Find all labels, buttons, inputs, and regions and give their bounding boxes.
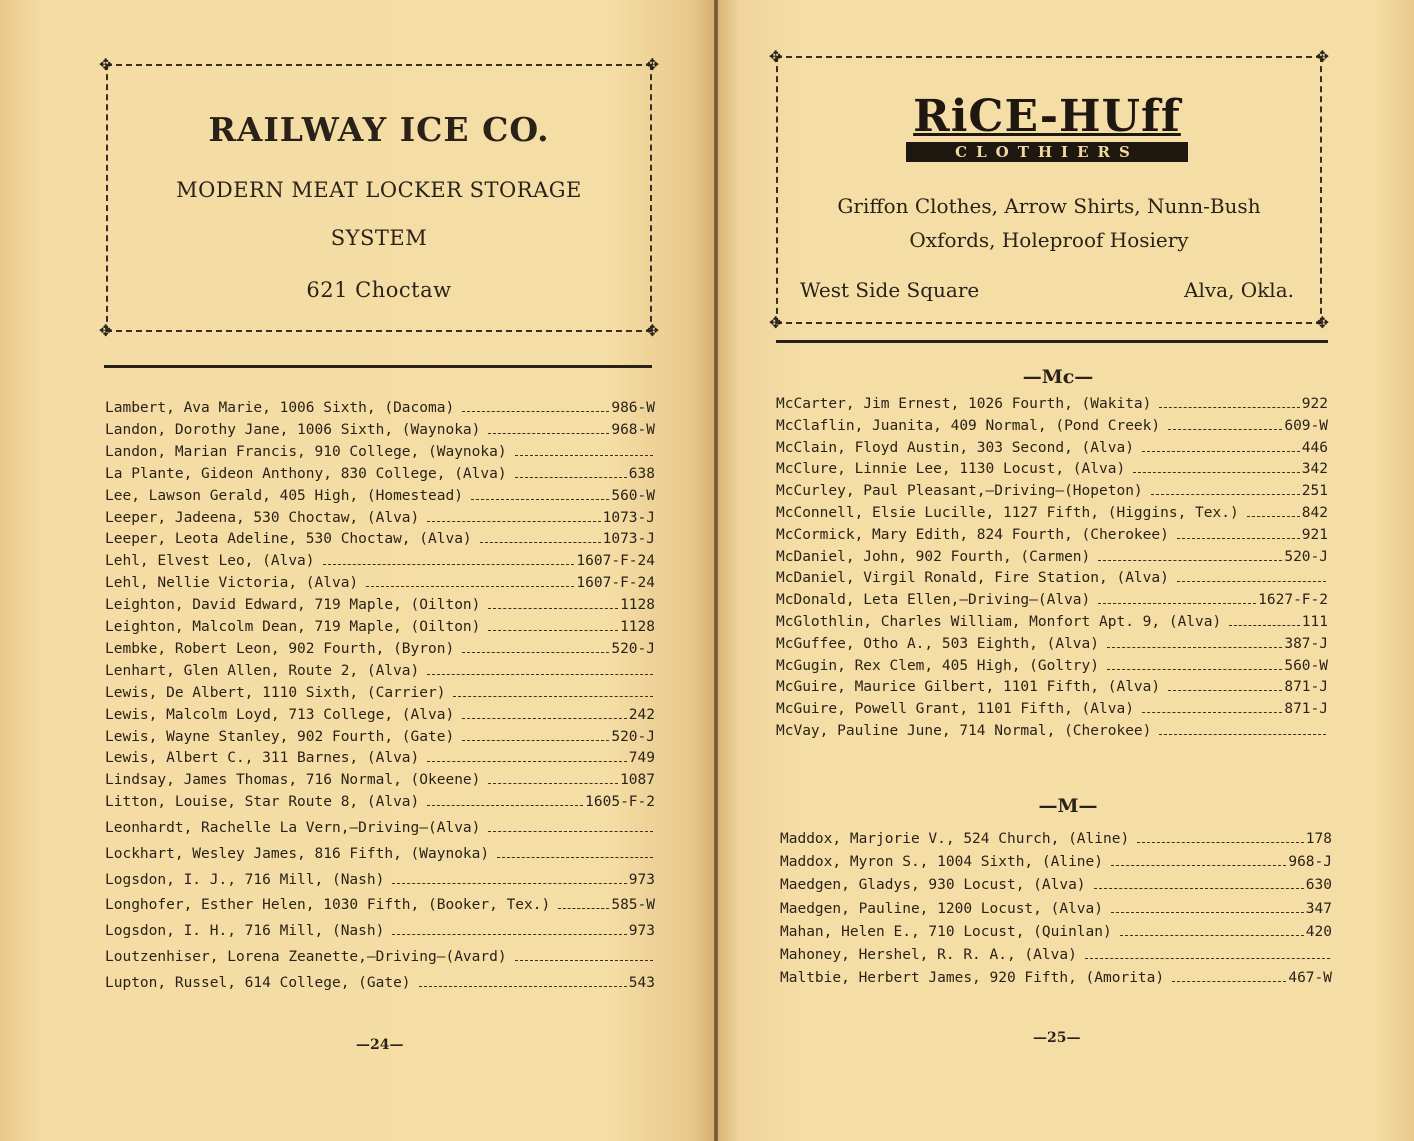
rice-huff-ad bbox=[769, 47, 1329, 332]
ad-footer-city: Alva, Okla. bbox=[1184, 278, 1294, 302]
entry-phone: 871-J bbox=[1284, 701, 1328, 718]
leader-dots bbox=[1159, 407, 1299, 408]
directory-entry bbox=[105, 531, 655, 547]
entry-name: McDonald, Leta Ellen,—Driving—(Alva) bbox=[776, 592, 1091, 609]
entry-phone: 973 bbox=[628, 923, 655, 940]
directory-entry bbox=[776, 614, 1328, 630]
ornament-icon: ✥ bbox=[769, 313, 783, 332]
entry-phone: 1605-F-2 bbox=[585, 794, 655, 811]
directory-entry bbox=[776, 592, 1328, 608]
leader-dots bbox=[488, 433, 609, 434]
leader-dots bbox=[488, 831, 653, 832]
leader-dots bbox=[1247, 516, 1300, 517]
ad-line-2: Oxfords, Holeproof Hosiery bbox=[909, 228, 1189, 252]
entry-phone: 543 bbox=[628, 974, 655, 991]
entry-phone: 609-W bbox=[1284, 417, 1328, 434]
directory-entry bbox=[776, 396, 1328, 412]
leader-dots bbox=[419, 986, 627, 987]
entry-name: Lenhart, Glen Allen, Route 2, (Alva) bbox=[105, 662, 420, 679]
entry-phone: 1128 bbox=[620, 619, 655, 635]
directory-entry bbox=[105, 750, 655, 766]
directory-entry bbox=[105, 794, 655, 810]
directory-entry bbox=[105, 510, 655, 526]
directory-entry bbox=[780, 901, 1332, 917]
directory-entry bbox=[105, 400, 655, 416]
leader-dots bbox=[1085, 958, 1330, 959]
directory-entry bbox=[105, 553, 655, 569]
entry-name: McClaflin, Juanita, 409 Normal, (Pond Creek) bbox=[776, 417, 1161, 434]
ornament-icon: ✥ bbox=[645, 321, 659, 340]
leader-dots bbox=[1177, 538, 1300, 539]
entry-name: McClain, Floyd Austin, 303 Second, (Alva) bbox=[776, 439, 1134, 456]
directory-entry bbox=[105, 466, 655, 482]
directory-entry bbox=[776, 658, 1328, 674]
entry-phone: 968-W bbox=[611, 421, 655, 438]
entry-phone: 347 bbox=[1305, 900, 1332, 917]
entry-name: McCurley, Paul Pleasant,—Driving—(Hopeton) bbox=[776, 483, 1143, 500]
entry-name: Leighton, David Edward, 719 Maple, (Oilton) bbox=[105, 597, 481, 614]
ad-line-1: Griffon Clothes, Arrow Shirts, Nunn-Bush bbox=[837, 194, 1261, 218]
entry-phone: 842 bbox=[1301, 505, 1328, 521]
entry-name: McDaniel, John, 902 Fourth, (Carmen) bbox=[776, 548, 1091, 565]
ornament-icon: ✥ bbox=[769, 47, 783, 66]
entry-phone: 1607-F-24 bbox=[576, 553, 655, 570]
leader-dots bbox=[515, 477, 627, 478]
leader-dots bbox=[427, 674, 653, 675]
directory-entry bbox=[780, 831, 1332, 847]
ad-footer-address: West Side Square bbox=[800, 278, 980, 302]
leader-dots bbox=[497, 857, 653, 858]
leader-dots bbox=[366, 586, 574, 587]
directory-entry bbox=[780, 924, 1332, 940]
leader-dots bbox=[1111, 912, 1304, 913]
entry-phone: 968-J bbox=[1288, 854, 1332, 871]
entry-phone: 638 bbox=[628, 465, 655, 482]
entry-phone: 1073-J bbox=[602, 509, 655, 526]
leader-dots bbox=[558, 908, 609, 909]
leader-dots bbox=[1111, 865, 1286, 866]
divider-rule bbox=[104, 365, 652, 368]
entry-name: La Plante, Gideon Anthony, 830 College, (Alva) bbox=[105, 465, 507, 482]
entry-phone: 387-J bbox=[1284, 635, 1328, 652]
leader-dots bbox=[462, 652, 609, 653]
entry-name: Loutzenhiser, Lorena Zeanette,—Driving—(Avard) bbox=[105, 949, 507, 965]
page-number: —24— bbox=[356, 1037, 404, 1053]
leader-dots bbox=[515, 960, 653, 961]
directory-entry bbox=[776, 679, 1328, 695]
entry-name: Lembke, Robert Leon, 902 Fourth, (Byron) bbox=[105, 640, 455, 657]
entry-name: Lee, Lawson Gerald, 405 High, (Homestead) bbox=[105, 487, 463, 504]
directory-entry bbox=[105, 872, 655, 888]
entry-phone: 1607-F-24 bbox=[576, 575, 655, 592]
right-page bbox=[718, 0, 1414, 1141]
entry-phone: 251 bbox=[1301, 483, 1328, 500]
leader-dots bbox=[1098, 560, 1282, 561]
directory-entry bbox=[776, 505, 1328, 521]
ornament-icon: ✥ bbox=[99, 55, 113, 74]
directory-entry bbox=[105, 444, 655, 460]
leader-dots bbox=[488, 783, 618, 784]
leader-dots bbox=[1229, 625, 1300, 626]
entry-name: Lehl, Elvest Leo, (Alva) bbox=[105, 553, 315, 570]
entry-phone: 560-W bbox=[611, 487, 655, 504]
entry-name: Lewis, De Albert, 1110 Sixth, (Carrier) bbox=[105, 684, 446, 701]
entry-name: Maddox, Marjorie V., 524 Church, (Aline) bbox=[780, 831, 1130, 847]
entry-name: McGuffee, Otho A., 503 Eighth, (Alva) bbox=[776, 635, 1100, 652]
entry-name: Lindsay, James Thomas, 716 Normal, (Okeene) bbox=[105, 772, 481, 789]
entry-phone: 871-J bbox=[1284, 679, 1328, 696]
entry-name: McGugin, Rex Clem, 405 High, (Goltry) bbox=[776, 657, 1100, 674]
entry-name: Maedgen, Pauline, 1200 Locust, (Alva) bbox=[780, 900, 1104, 917]
entry-phone: 986-W bbox=[611, 400, 655, 416]
directory-entry bbox=[105, 923, 655, 939]
ad-title: RAILWAY ICE CO. bbox=[208, 110, 550, 149]
directory-entry bbox=[776, 549, 1328, 565]
directory-entry bbox=[105, 707, 655, 723]
entry-phone: 585-W bbox=[611, 897, 655, 914]
entry-phone: 111 bbox=[1301, 614, 1328, 630]
directory-entry bbox=[105, 575, 655, 591]
leader-dots bbox=[1107, 669, 1282, 670]
entry-name: Leighton, Malcolm Dean, 719 Maple, (Oilton) bbox=[105, 619, 481, 635]
entry-phone: 520-J bbox=[611, 728, 655, 745]
entry-phone: 921 bbox=[1301, 526, 1328, 543]
directory-entry bbox=[105, 897, 655, 913]
directory-entry bbox=[776, 527, 1328, 543]
entry-name: McGuire, Maurice Gilbert, 1101 Fifth, (Alva) bbox=[776, 679, 1161, 696]
leader-dots bbox=[488, 630, 618, 631]
directory-entry bbox=[105, 619, 655, 635]
leader-dots bbox=[462, 718, 627, 719]
directory-entry bbox=[105, 488, 655, 504]
ad-line-2: SYSTEM bbox=[330, 226, 428, 250]
directory-entry bbox=[105, 729, 655, 745]
leader-dots bbox=[480, 542, 601, 543]
directory-entry bbox=[105, 641, 655, 657]
leader-dots bbox=[1142, 712, 1282, 713]
leader-dots bbox=[1151, 494, 1300, 495]
directory-entry bbox=[105, 422, 655, 438]
leader-dots bbox=[1107, 647, 1282, 648]
rice-huff-logo bbox=[906, 91, 1188, 162]
leader-dots bbox=[1094, 888, 1304, 889]
entry-name: Logsdon, I. H., 716 Mill, (Nash) bbox=[105, 923, 385, 940]
leader-dots bbox=[392, 934, 626, 935]
entry-name: Leeper, Leota Adeline, 530 Choctaw, (Alva) bbox=[105, 531, 472, 548]
leader-dots bbox=[392, 883, 626, 884]
entry-name: Logsdon, I. J., 716 Mill, (Nash) bbox=[105, 871, 385, 888]
entry-name: McConnell, Elsie Lucille, 1127 Fifth, (Higgins, Tex.) bbox=[776, 505, 1239, 521]
directory-entry bbox=[776, 440, 1328, 456]
leader-dots bbox=[1172, 981, 1286, 982]
entry-phone: 922 bbox=[1301, 396, 1328, 412]
directory-entry bbox=[105, 949, 655, 965]
entry-name: Lewis, Wayne Stanley, 902 Fourth, (Gate) bbox=[105, 728, 455, 745]
entry-phone: 973 bbox=[628, 871, 655, 888]
entry-name: Maltbie, Herbert James, 920 Fifth, (Amorita) bbox=[780, 970, 1165, 987]
entry-phone: 520-J bbox=[611, 640, 655, 657]
directory-entry bbox=[780, 854, 1332, 870]
railway-ice-ad bbox=[99, 55, 659, 340]
leader-dots bbox=[1159, 734, 1326, 735]
entry-phone: 560-W bbox=[1284, 657, 1328, 674]
entry-phone: 630 bbox=[1305, 877, 1332, 894]
entry-name: Lockhart, Wesley James, 816 Fifth, (Waynoka) bbox=[105, 845, 490, 862]
section-heading-m: —M— bbox=[1038, 795, 1098, 817]
leader-dots bbox=[1177, 581, 1326, 582]
page-number: —25— bbox=[1033, 1030, 1081, 1046]
entry-phone: 242 bbox=[628, 706, 655, 723]
entry-name: McGlothlin, Charles William, Monfort Apt. 9, (Alva) bbox=[776, 614, 1222, 630]
entry-name: McClure, Linnie Lee, 1130 Locust, (Alva) bbox=[776, 461, 1126, 478]
entry-name: Maddox, Myron S., 1004 Sixth, (Aline) bbox=[780, 854, 1104, 871]
leader-dots bbox=[1137, 842, 1304, 843]
leader-dots bbox=[1120, 935, 1304, 936]
leader-dots bbox=[1168, 690, 1282, 691]
leader-dots bbox=[427, 761, 627, 762]
entry-phone: 749 bbox=[628, 750, 655, 767]
ornament-icon: ✥ bbox=[1315, 47, 1329, 66]
ad-line-1: MODERN MEAT LOCKER STORAGE bbox=[176, 178, 582, 202]
directory-entry bbox=[776, 636, 1328, 652]
directory-entry bbox=[105, 685, 655, 701]
directory-entry bbox=[105, 846, 655, 862]
entry-name: Lehl, Nellie Victoria, (Alva) bbox=[105, 575, 359, 592]
entry-name: Landon, Marian Francis, 910 College, (Waynoka) bbox=[105, 443, 507, 460]
leader-dots bbox=[1142, 451, 1300, 452]
directory-entry bbox=[776, 701, 1328, 717]
entry-name: Litton, Louise, Star Route 8, (Alva) bbox=[105, 794, 420, 811]
ad-address: 621 Choctaw bbox=[306, 278, 452, 302]
directory-entry bbox=[780, 970, 1332, 986]
entry-phone: 520-J bbox=[1284, 548, 1328, 565]
directory-entry bbox=[780, 947, 1332, 963]
entry-name: Lupton, Russel, 614 College, (Gate) bbox=[105, 974, 411, 991]
logo-main-text: RiCE-HUff bbox=[913, 91, 1181, 142]
leader-dots bbox=[427, 521, 600, 522]
entry-phone: 467-W bbox=[1288, 970, 1332, 987]
directory-entry bbox=[776, 418, 1328, 434]
leader-dots bbox=[462, 411, 609, 412]
leader-dots bbox=[471, 499, 609, 500]
entry-phone: 1073-J bbox=[602, 531, 655, 548]
directory-entry bbox=[776, 723, 1328, 739]
entry-name: McDaniel, Virgil Ronald, Fire Station, (Alva) bbox=[776, 570, 1169, 587]
directory-entry bbox=[105, 663, 655, 679]
entry-name: Longhofer, Esther Helen, 1030 Fifth, (Booker, Tex.) bbox=[105, 897, 551, 914]
leader-dots bbox=[323, 564, 575, 565]
entry-name: Mahoney, Hershel, R. R. A., (Alva) bbox=[780, 947, 1077, 963]
leader-dots bbox=[488, 608, 618, 609]
entry-phone: 178 bbox=[1305, 831, 1332, 847]
entry-name: McVay, Pauline June, 714 Normal, (Cherokee) bbox=[776, 723, 1152, 739]
entry-name: Leonhardt, Rachelle La Vern,—Driving—(Alva) bbox=[105, 820, 481, 836]
entry-name: McGuire, Powell Grant, 1101 Fifth, (Alva) bbox=[776, 701, 1134, 718]
directory-entry bbox=[105, 820, 655, 836]
leader-dots bbox=[453, 696, 653, 697]
entry-phone: 446 bbox=[1301, 439, 1328, 456]
leader-dots bbox=[427, 805, 583, 806]
entry-name: Lewis, Albert C., 311 Barnes, (Alva) bbox=[105, 750, 420, 767]
directory-entry bbox=[780, 877, 1332, 893]
entry-name: Leeper, Jadeena, 530 Choctaw, (Alva) bbox=[105, 509, 420, 526]
directory-entry bbox=[105, 975, 655, 991]
ornament-icon: ✥ bbox=[1315, 313, 1329, 332]
logo-sub-text: CLOTHIERS bbox=[906, 142, 1188, 162]
directory-entry bbox=[776, 570, 1328, 586]
entry-name: McCormick, Mary Edith, 824 Fourth, (Cherokee) bbox=[776, 526, 1169, 543]
entry-phone: 1128 bbox=[620, 597, 655, 614]
leader-dots bbox=[1168, 429, 1282, 430]
entry-name: McCarter, Jim Ernest, 1026 Fourth, (Wakita) bbox=[776, 396, 1152, 412]
directory-entry bbox=[105, 772, 655, 788]
ornament-icon: ✥ bbox=[645, 55, 659, 74]
directory-entry bbox=[105, 597, 655, 613]
section-heading-mc: —Mc— bbox=[1022, 366, 1094, 388]
entry-phone: 1627-F-2 bbox=[1258, 592, 1328, 609]
leader-dots bbox=[1133, 472, 1300, 473]
entry-name: Landon, Dorothy Jane, 1006 Sixth, (Waynoka) bbox=[105, 421, 481, 438]
directory-entry bbox=[776, 483, 1328, 499]
entry-phone: 1087 bbox=[620, 772, 655, 789]
entry-name: Maedgen, Gladys, 930 Locust, (Alva) bbox=[780, 877, 1086, 894]
leader-dots bbox=[1098, 603, 1256, 604]
divider-rule bbox=[776, 340, 1328, 343]
entry-name: Lambert, Ava Marie, 1006 Sixth, (Dacoma) bbox=[105, 400, 455, 416]
directory-entry bbox=[776, 461, 1328, 477]
entry-name: Lewis, Malcolm Loyd, 713 College, (Alva) bbox=[105, 706, 455, 723]
entry-name: Mahan, Helen E., 710 Locust, (Quinlan) bbox=[780, 923, 1112, 940]
leader-dots bbox=[515, 455, 653, 456]
ornament-icon: ✥ bbox=[99, 321, 113, 340]
entry-phone: 342 bbox=[1301, 461, 1328, 478]
entry-phone: 420 bbox=[1305, 923, 1332, 940]
leader-dots bbox=[462, 740, 609, 741]
